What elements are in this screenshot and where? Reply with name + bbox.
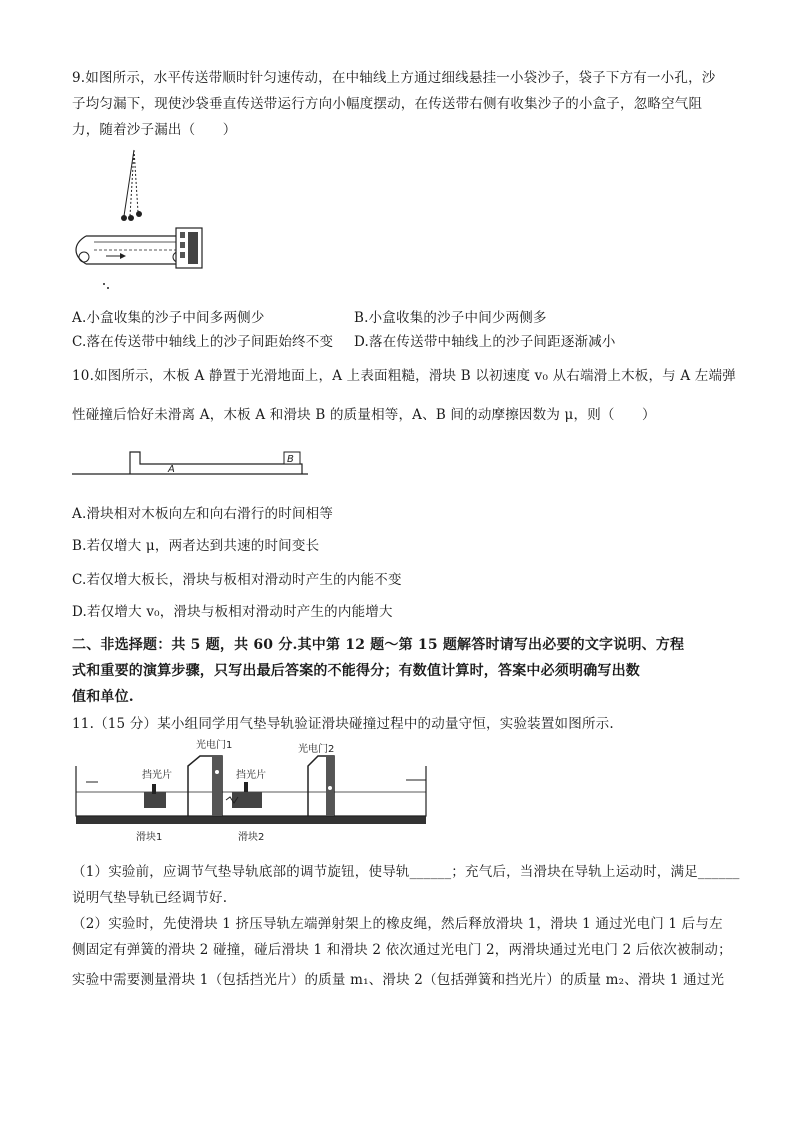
section2-heading-line-2: 式和重要的演算步骤，只写出最后答案的不能得分；有数值计算时，答案中必须明确写出数 bbox=[72, 663, 640, 679]
q9-stem-line-1: 9.如图所示，水平传送带顺时针匀速传动，在中轴线上方通过细线悬挂一小袋沙子，袋子下方有一小孔，沙 bbox=[72, 70, 716, 86]
q10-option-c: C.若仅增大板长，滑块与板相对滑动时产生的内能不变 bbox=[72, 572, 402, 588]
q11-part1-line-1: （1）实验前，应调节气垫导轨底部的调节旋钮，使导轨______；充气后，当滑块在导轨上运动时，满足______ bbox=[72, 864, 740, 880]
slider1-label: 滑块1 bbox=[136, 832, 163, 843]
q9-stem-line-3: 力，随着沙子漏出（ ） bbox=[72, 122, 237, 138]
q11-part1-line-2: 说明气垫导轨已经调节好. bbox=[72, 890, 228, 906]
q9-option-d: D.落在传送带中轴线上的沙子间距逐渐减小 bbox=[354, 334, 616, 350]
flag-label-mid: 挡光片 bbox=[236, 770, 266, 781]
gate2-label: 光电门2 bbox=[298, 744, 335, 755]
section2-heading-line-1: 二、非选择题：共 5 题，共 60 分.其中第 12 题～第 15 题解答时请写出必要的文字说明、方程 bbox=[72, 637, 685, 653]
q9-option-a: A.小盒收集的沙子中间多两侧少 bbox=[72, 310, 265, 326]
gate1-label: 光电门1 bbox=[196, 740, 233, 751]
block-label-b: B bbox=[287, 454, 294, 465]
q11-air-track-figure bbox=[72, 736, 434, 844]
board-label-a: A bbox=[168, 464, 175, 475]
q10-stem-line-2: 性碰撞后恰好未滑离 A，木板 A 和滑块 B 的质量相等，A、B 间的动摩擦因数为 μ，则（ ） bbox=[72, 407, 656, 423]
q11-part2-line-3: 实验中需要测量滑块 1（包括挡光片）的质量 m₁、滑块 2（包括弹簧和挡光片）的质量 m₂、滑块 1 通过光 bbox=[72, 972, 725, 988]
flag-label-left: 挡光片 bbox=[142, 770, 172, 781]
q9-conveyor-figure bbox=[66, 146, 216, 296]
q10-option-d: D.若仅增大 v₀，滑块与板相对滑动时产生的内能增大 bbox=[72, 604, 393, 620]
q10-option-a: A.滑块相对木板向左和向右滑行的时间相等 bbox=[72, 506, 334, 522]
q10-stem-line-1: 10.如图所示，木板 A 静置于光滑地面上，A 上表面粗糙，滑块 B 以初速度 v₀ 从右端滑上木板，与 A 左端弹 bbox=[72, 368, 736, 384]
q9-option-b: B.小盒收集的沙子中间少两侧多 bbox=[354, 310, 547, 326]
q9-stem-line-2: 子均匀漏下，现使沙袋垂直传送带运行方向小幅度摆动，在传送带右侧有收集沙子的小盒子，忽略空气阻 bbox=[72, 96, 703, 112]
q9-option-c: C.落在传送带中轴线上的沙子间距始终不变 bbox=[72, 334, 334, 350]
q10-board-figure bbox=[72, 444, 312, 480]
q11-part2-line-2: 侧固定有弹簧的滑块 2 碰撞，碰后滑块 1 和滑块 2 依次通过光电门 2，两滑块通过光电门 2 后依次被制动； bbox=[72, 942, 732, 958]
q11-part2-line-1: （2）实验时，先使滑块 1 挤压导轨左端弹射架上的橡皮绳，然后释放滑块 1，滑块 1 通过光电门 1 后与左 bbox=[72, 916, 723, 932]
q11-stem: 11.（15 分）某小组同学用气垫导轨验证滑块碰撞过程中的动量守恒，实验装置如图所示. bbox=[72, 716, 614, 732]
section2-heading-line-3: 值和单位. bbox=[72, 689, 134, 705]
slider2-label: 滑块2 bbox=[238, 832, 265, 843]
q10-option-b: B.若仅增大 μ，两者达到共速的时间变长 bbox=[72, 538, 320, 554]
